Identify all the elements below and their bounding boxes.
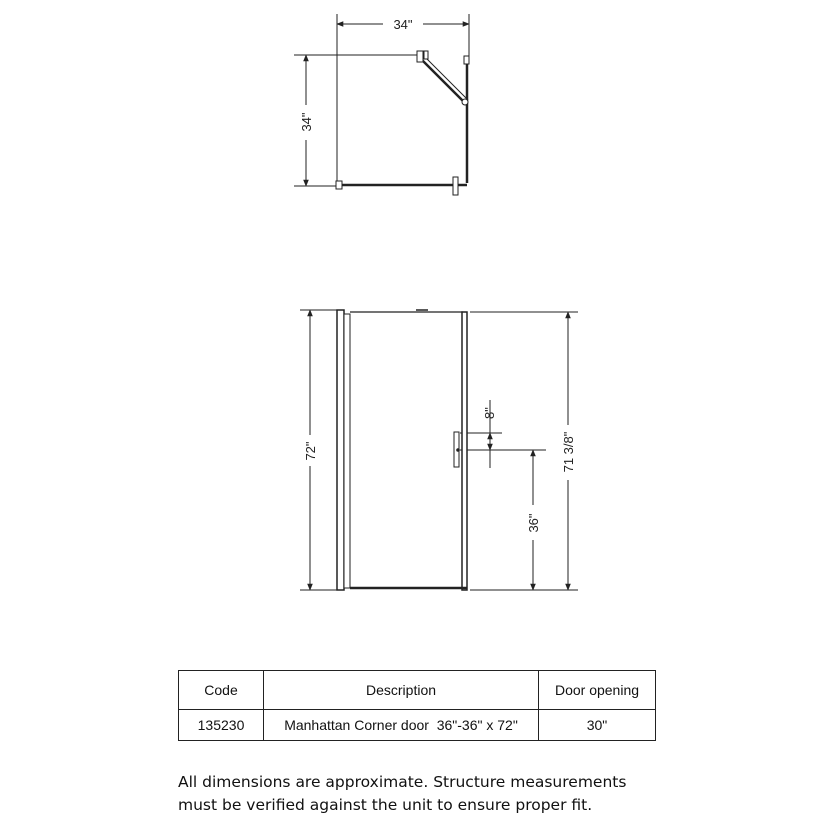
table-header-row [179,671,656,710]
front-panel [337,310,467,590]
front-overall-height-label: 71 3/8" [561,431,576,473]
top-width-dimension [337,17,469,32]
table-row [179,710,656,741]
front-overall-height-dimension [561,312,576,590]
door-opening-cell: 30" [539,710,656,741]
handle-height-dimension [526,450,541,590]
note-line-2: must be verified against the unit to ensure proper fit. [178,796,593,814]
description-header: Description [264,671,539,710]
disclaimer-note [178,771,698,817]
top-view [294,14,469,195]
handle-height-label: 36" [526,513,541,533]
front-height-label: 72" [303,441,318,461]
handle-length-dimension [482,400,497,468]
note-line-1: All dimensions are approximate. Structure measurements [178,773,627,791]
top-depth-label: 34" [299,112,314,132]
front-height-dimension [303,310,318,590]
spec-table [178,670,656,741]
description-cell: Manhattan Corner door 36"-36" x 72" [264,710,539,741]
code-cell: 135230 [179,710,264,741]
top-depth-dimension [299,55,314,186]
front-view [300,310,578,590]
door-opening-header: Door opening [539,671,656,710]
code-header: Code [179,671,264,710]
top-panels [336,51,469,195]
handle-length-label: 8" [482,407,497,419]
top-width-label: 34" [393,17,413,32]
